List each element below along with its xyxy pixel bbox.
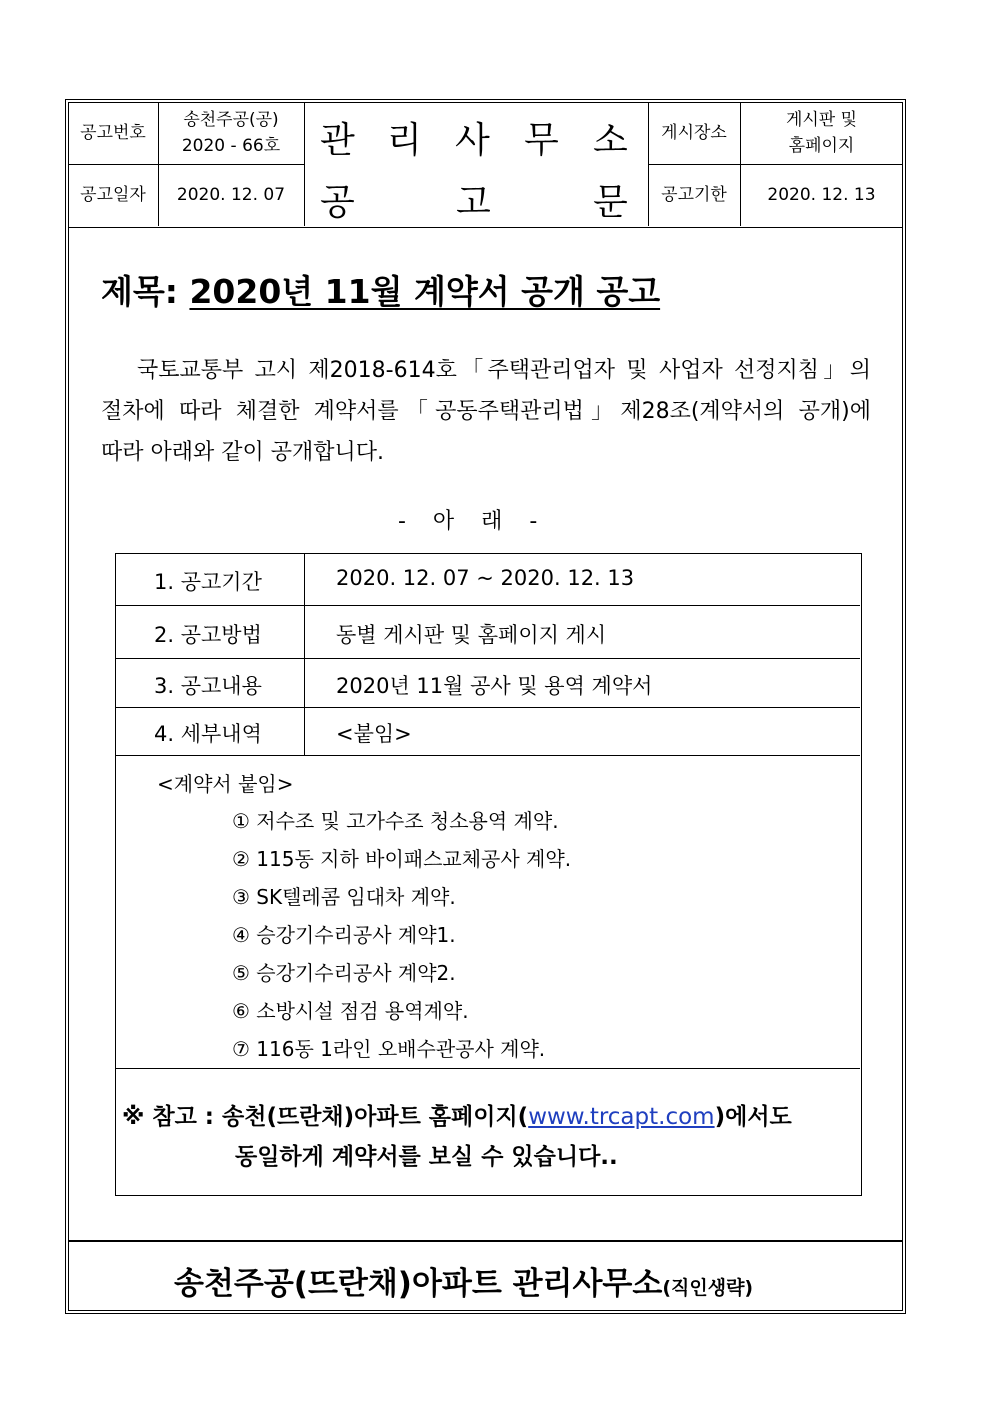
notice-title-char: 문 xyxy=(593,182,628,223)
deadline-label: 공고기한 xyxy=(661,185,727,205)
subject-text: 2020년 11월 계약서 공개 공고 xyxy=(189,272,661,311)
notice-date-value: 2020. 12. 07 xyxy=(176,185,286,205)
intro-line: 절차에 따라 체결한 계약서를「공동주택관리법」제28조(계약서의 공개)에 xyxy=(101,399,871,424)
attachment-item: ⑦ 116동 1라인 오배수관공사 계약. xyxy=(232,1037,546,1061)
notice-subject xyxy=(101,266,660,313)
office-title-char: 리 xyxy=(387,120,422,161)
row-key: 4. 세부내역 xyxy=(154,722,262,746)
notice-title-char: 고 xyxy=(456,182,491,223)
notice-number-line2: 2020 - 66호 xyxy=(181,136,281,156)
office-title-char: 무 xyxy=(524,120,559,161)
office-title-char: 관 xyxy=(320,120,355,161)
row-value: <붙임> xyxy=(336,722,412,746)
attachment-item: ③ SK텔레콤 임대차 계약. xyxy=(232,885,456,909)
reference-note xyxy=(122,1097,792,1138)
seal-omitted-note: (직인생략) xyxy=(662,1277,754,1299)
subject-prefix: 제목: xyxy=(101,272,190,311)
row-key: 1. 공고기간 xyxy=(154,570,262,594)
post-place-value xyxy=(740,102,903,164)
reference-note-line2: 동일하게 계약서를 보실 수 있습니다.. xyxy=(235,1144,618,1170)
attachment-item: ⑤ 승강기수리공사 계약2. xyxy=(232,961,456,985)
attachment-item: ① 저수조 및 고가수조 청소용역 계약. xyxy=(232,809,559,833)
attachment-item: ⑥ 소방시설 점검 용역계약. xyxy=(232,999,469,1023)
office-name: 송천주공(뜨란채)아파트 관리사무소 xyxy=(174,1266,663,1302)
note-prefix: ※ 참고 : 송천(뜨란채)아파트 홈페이지( xyxy=(122,1104,529,1130)
intro-line: 국토교통부 고시 제2018-614호「주택관리업자 및 사업자 선정지침」의 xyxy=(137,358,871,383)
row-value: 동별 게시판 및 홈페이지 게시 xyxy=(336,623,607,647)
footer-office-name xyxy=(174,1258,753,1303)
notice-date-label: 공고일자 xyxy=(80,185,146,205)
notice-number-value xyxy=(158,102,304,164)
notice-header-table xyxy=(68,102,903,228)
footer-divider xyxy=(68,1240,903,1242)
attachment-item: ④ 승강기수리공사 계약1. xyxy=(232,923,456,947)
attachment-title: <계약서 붙임> xyxy=(157,772,294,796)
deadline-value: 2020. 12. 13 xyxy=(767,185,876,205)
notice-number-label: 공고번호 xyxy=(80,123,146,143)
intro-line: 따라 아래와 같이 공개합니다. xyxy=(101,440,384,465)
post-place-line2: 홈페이지 xyxy=(788,136,855,156)
office-title-char: 소 xyxy=(593,120,628,161)
row-value: 2020년 11월 공사 및 용역 계약서 xyxy=(336,674,653,698)
office-title-char: 사 xyxy=(455,120,490,161)
row-key: 2. 공고방법 xyxy=(154,623,262,647)
notice-title-char: 공 xyxy=(320,182,355,223)
notice-number-line1: 송천주공(공) xyxy=(183,110,279,130)
post-place-line1: 게시판 및 xyxy=(785,110,858,130)
below-heading: - 아 래 - xyxy=(398,509,538,534)
row-key: 3. 공고내용 xyxy=(154,674,262,698)
attachment-item: ② 115동 지하 바이패스교체공사 계약. xyxy=(232,847,572,871)
post-place-label: 게시장소 xyxy=(661,123,727,143)
note-suffix: )에서도 xyxy=(714,1104,792,1130)
homepage-link[interactable]: www.trcapt.com xyxy=(528,1104,715,1130)
intro-paragraph xyxy=(101,350,871,473)
row-value: 2020. 12. 07 ~ 2020. 12. 13 xyxy=(336,566,635,590)
